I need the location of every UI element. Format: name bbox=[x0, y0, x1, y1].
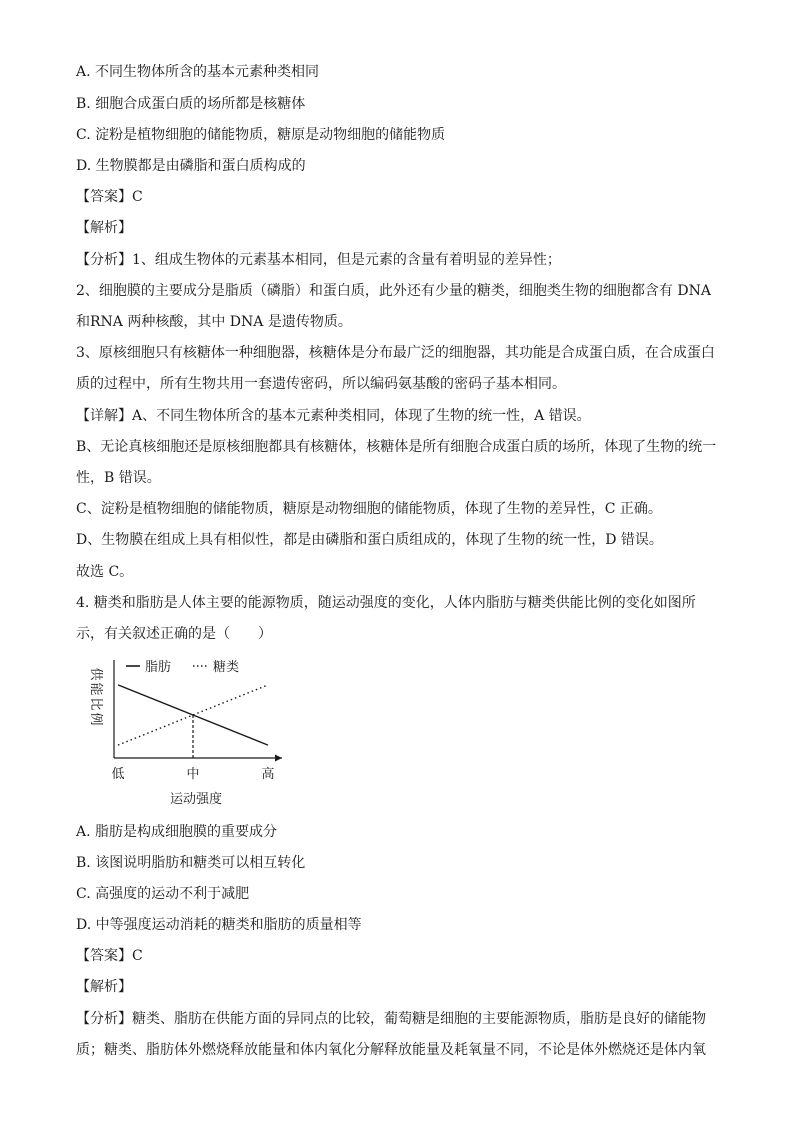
y-axis-label-char: 能 bbox=[88, 682, 103, 696]
answer-label: 【答案】C bbox=[76, 189, 143, 205]
y-axis-label-char: 例 bbox=[88, 712, 103, 726]
option-a: A. 不同生物体所含的基本元素种类相同 bbox=[76, 64, 320, 80]
analysis-label: 【解析】 bbox=[76, 220, 132, 236]
x-axis-label: 运动强度 bbox=[169, 792, 223, 807]
legend-fat-label: 脂肪 bbox=[145, 660, 172, 675]
x-tick-label: 低 bbox=[111, 767, 125, 782]
q4-option-c: C. 高强度的运动不利于减肥 bbox=[76, 886, 250, 902]
analysis-text: 【分析】1、组成生物体的元素基本相同，但是元素的含量有着明显的差异性； bbox=[76, 252, 561, 268]
analysis-text: 和RNA 两种核酸，其中 DNA 是遗传物质。 bbox=[76, 314, 352, 330]
x-tick-label: 高 bbox=[261, 767, 275, 782]
question-4-stem: 示，有关叙述正确的是（ ） bbox=[76, 626, 272, 642]
analysis-text: 2、细胞膜的主要成分是脂质（磷脂）和蛋白质，此外还有少量的糖类，细胞类生物的细胞都含有 DNA bbox=[76, 283, 711, 299]
energy-ratio-chart bbox=[86, 654, 286, 812]
analysis-text: 3、原核细胞只有核糖体一种细胞器，核糖体是分布最广泛的细胞器，其功能是合成蛋白质，在合成蛋白 bbox=[76, 345, 715, 361]
y-axis-label-char: 比 bbox=[88, 697, 103, 711]
chart-svg bbox=[86, 654, 286, 812]
detail-text: D、生物膜在组成上具有相似性，都是由磷脂和蛋白质组成的，体现了生物的统一性，D 错误。 bbox=[76, 532, 663, 548]
option-c: C. 淀粉是植物细胞的储能物质，糖原是动物细胞的储能物质 bbox=[76, 127, 446, 143]
q4-option-a: A. 脂肪是构成细胞膜的重要成分 bbox=[76, 824, 278, 840]
option-d: D. 生物膜都是由磷脂和蛋白质构成的 bbox=[76, 158, 306, 174]
detail-text: 性，B 错误。 bbox=[76, 470, 161, 486]
q4-option-b: B. 该图说明脂肪和糖类可以相互转化 bbox=[76, 855, 306, 871]
legend-sugar-label: 糖类 bbox=[213, 660, 240, 675]
detail-text: B、无论真核细胞还是原核细胞都具有核糖体，核糖体是所有细胞合成蛋白质的场所，体现了生物的统一 bbox=[76, 439, 717, 455]
analysis-label: 【解析】 bbox=[76, 979, 132, 995]
analysis-text: 质的过程中，所有生物共用一套遗传密码，所以编码氨基酸的密码子基本相同。 bbox=[76, 376, 566, 392]
question-4-stem: 4. 糖类和脂肪是人体主要的能源物质，随运动强度的变化，人体内脂肪与糖类供能比例的变化如图所 bbox=[76, 595, 696, 611]
x-axis-arrow bbox=[275, 755, 282, 762]
q4-option-d: D. 中等强度运动消耗的糖类和脂肪的质量相等 bbox=[76, 917, 362, 933]
y-axis-label-char: 供 bbox=[88, 667, 103, 681]
analysis-text: 【分析】糖类、脂肪在供能方面的异同点的比较，葡萄糖是细胞的主要能源物质，脂肪是良好的储能物 bbox=[76, 1011, 706, 1027]
detail-text: C、淀粉是植物细胞的储能物质，糖原是动物细胞的储能物质，体现了生物的差异性，C 正确。 bbox=[76, 501, 662, 517]
x-tick-label: 中 bbox=[186, 767, 200, 782]
analysis-text: 质；糖类、脂肪体外燃烧释放能量和体内氧化分解释放能量及耗氧量不同，不论是体外燃烧还是体内氧 bbox=[76, 1042, 706, 1058]
y-axis-label bbox=[88, 667, 104, 725]
detail-text: 【详解】A、不同生物体所含的基本元素种类相同，体现了生物的统一性，A 错误。 bbox=[76, 408, 591, 424]
x-tick-labels bbox=[111, 766, 274, 782]
choice-text: 故选 C。 bbox=[76, 564, 134, 580]
option-b: B. 细胞合成蛋白质的场所都是核糖体 bbox=[76, 96, 306, 112]
chart-series bbox=[118, 685, 268, 758]
answer-label: 【答案】C bbox=[76, 948, 143, 964]
